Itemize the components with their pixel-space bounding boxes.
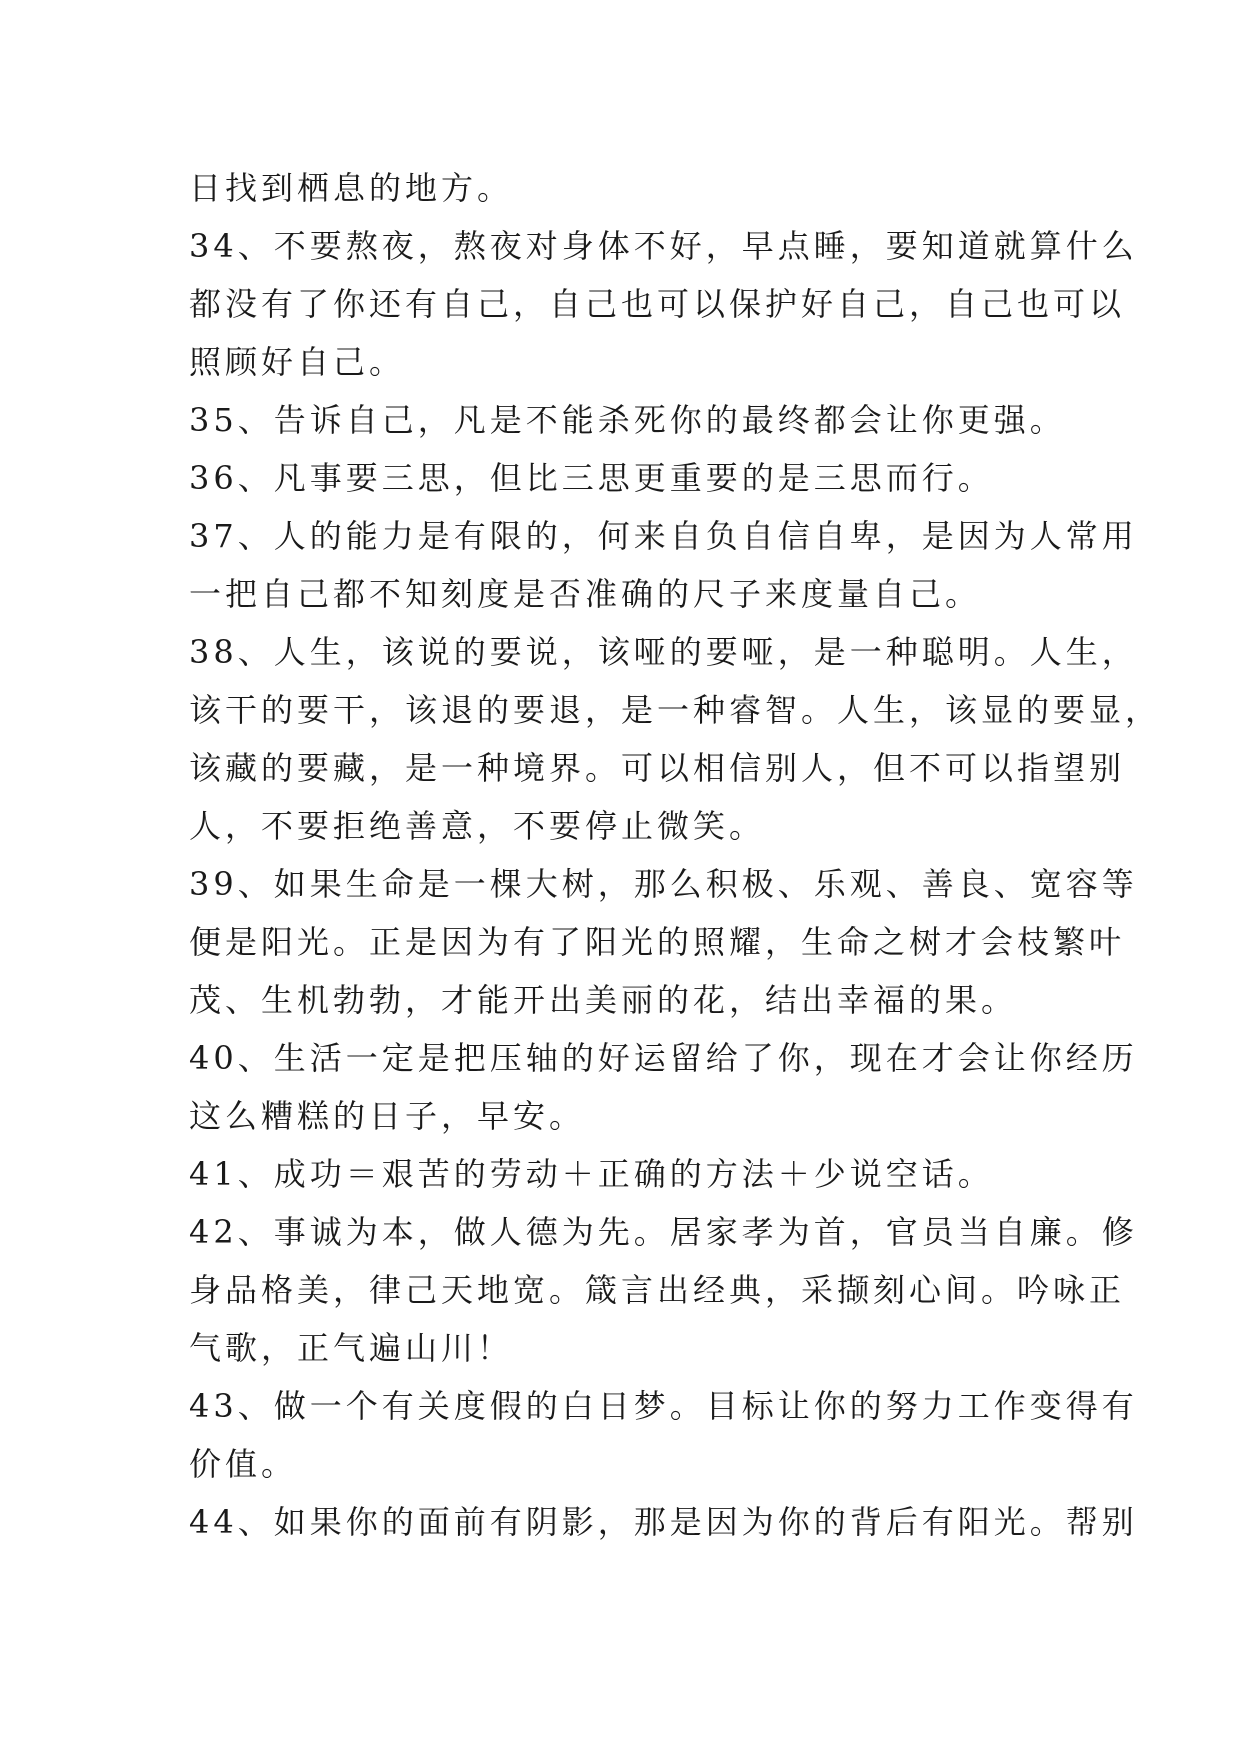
text-line: 41、成功＝艰苦的劳动＋正确的方法＋少说空话。 bbox=[189, 1155, 994, 1193]
text-line: 34、不要熬夜，熬夜对身体不好，早点睡，要知道就算什么 bbox=[189, 227, 1138, 265]
text-line: 43、做一个有关度假的白日梦。目标让你的努力工作变得有 bbox=[189, 1387, 1138, 1425]
text-line: 37、人的能力是有限的，何来自负自信自卑，是因为人常用 bbox=[189, 517, 1138, 555]
text-line: 38、人生，该说的要说，该哑的要哑，是一种聪明。人生， bbox=[189, 633, 1138, 671]
text-line: 这么糟糕的日子，早安。 bbox=[189, 1097, 586, 1135]
text-line: 身品格美，律己天地宽。箴言出经典，采撷刻心间。吟咏正 bbox=[189, 1271, 1126, 1309]
text-line: 36、凡事要三思，但比三思更重要的是三思而行。 bbox=[189, 459, 994, 497]
text-line: 人，不要拒绝善意，不要停止微笑。 bbox=[189, 807, 766, 845]
text-line: 茂、生机勃勃，才能开出美丽的花，结出幸福的果。 bbox=[189, 981, 1018, 1019]
text-line: 44、如果你的面前有阴影，那是因为你的背后有阳光。帮别 bbox=[189, 1503, 1138, 1541]
text-line: 35、告诉自己，凡是不能杀死你的最终都会让你更强。 bbox=[189, 401, 1066, 439]
text-line: 价值。 bbox=[189, 1445, 298, 1483]
text-line: 该干的要干，该退的要退，是一种睿智。人生，该显的要显， bbox=[189, 691, 1162, 729]
text-line: 便是阳光。正是因为有了阳光的照耀，生命之树才会枝繁叶 bbox=[189, 923, 1126, 961]
text-line: 气歌，正气遍山川！ bbox=[189, 1329, 514, 1367]
text-line: 该藏的要藏，是一种境界。可以相信别人，但不可以指望别 bbox=[189, 749, 1126, 787]
text-line: 都没有了你还有自己，自己也可以保护好自己，自己也可以 bbox=[189, 285, 1126, 323]
text-line: 39、如果生命是一棵大树，那么积极、乐观、善良、宽容等 bbox=[189, 865, 1138, 903]
text-line: 日找到栖息的地方。 bbox=[189, 169, 514, 207]
document-body bbox=[189, 159, 1162, 1551]
text-line: 照顾好自己。 bbox=[189, 343, 406, 381]
text-line: 42、事诚为本，做人德为先。居家孝为首，官员当自廉。修 bbox=[189, 1213, 1138, 1251]
text-line: 一把自己都不知刻度是否准确的尺子来度量自己。 bbox=[189, 575, 982, 613]
text-line: 40、生活一定是把压轴的好运留给了你，现在才会让你经历 bbox=[189, 1039, 1138, 1077]
